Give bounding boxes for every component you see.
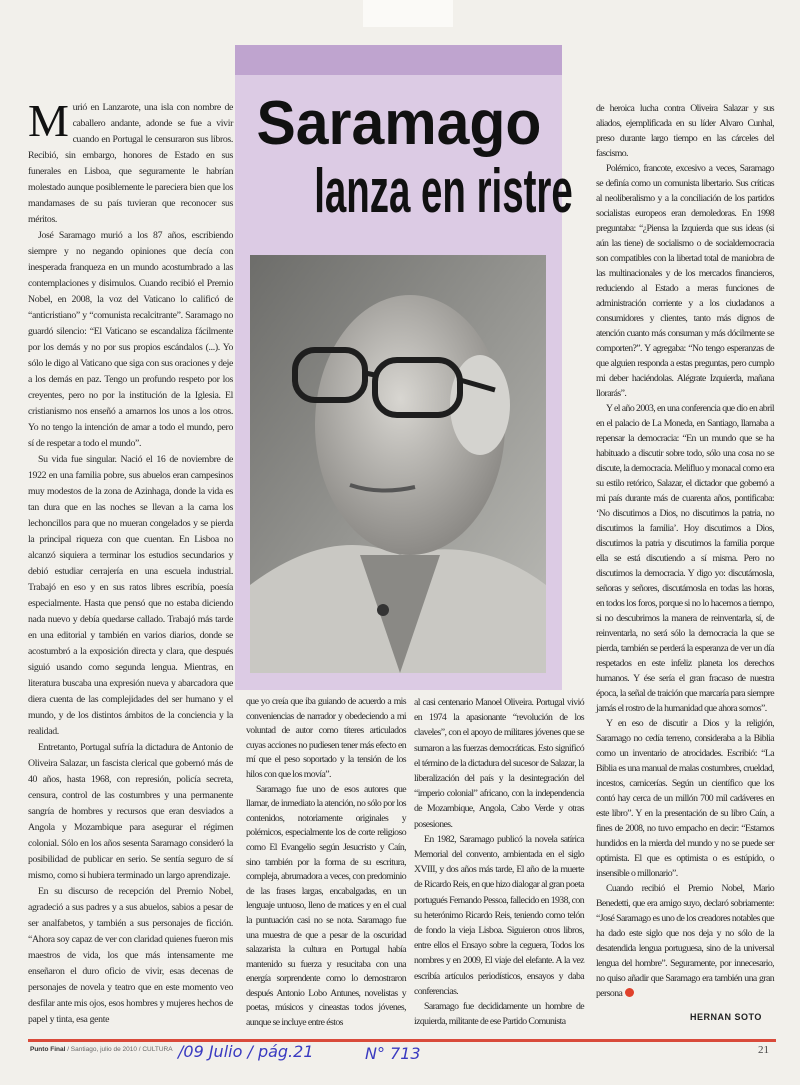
drop-cap: M — [28, 95, 69, 146]
paragraph: Su vida fue singular. Nació el 16 de noviembre de 1922 en una familia pobre, sus abuelos eran campesinos muy modestos de la zona de Azinhaga, donde la vida es tan dura que en las noches se llevan a la cama los lechoncillos para que no mueran congelados y se pierda la principal riqueza con que cuentan. En Lisboa no alcanzó siquiera a terminar los estudios secundarios y debió estudiar cerrajería en una escuela industrial. Trabajó en eso y en sus ratos libres escribía, poesía especialmente. Hasta que pensó que no estaba diciendo nada nuevo y debía quedarse callado. Trabajó más tarde en una editorial y también en varios diarios, donde se acostumbró a la exposición directa y clara, que después siguió usando como segunda lengua. Mientras, en literatura buscaba una expresión nueva y abarcadora que diera cuenta de las complejidades del ser humano y el mundo, y de los distintos ámbitos de la conciencia y la realidad. — [28, 454, 233, 737]
article-column-right — [596, 101, 774, 1001]
headline-panel-band — [235, 45, 562, 75]
portrait-photo — [250, 255, 546, 673]
paragraph: que yo creía que iba guiando de acuerdo a mis conveniencias de narrador y obedeciendo a mi voluntad de autor como títeres articulados cuyas acciones no pudiesen tener más efecto en mí que el peso soportado y la tensión de los hilos con que los movía”. — [246, 696, 406, 780]
article-column-center-1 — [246, 695, 406, 1031]
paragraph: José Saramago murió a los 87 años, escribiendo siempre y no negando opiniones que decía con inesperada franqueza en un mundo acostumbrado a las contemplaciones y disimulos. Cuando recibió el Premio Nobel, en 2008, la voz del Vaticano lo calificó de “anticristiano” y “comunista recalcitrante”. Saramago no guardó silencio: “El Vaticano se escandaliza fácilmente por los demás y no por sus propios escándalos (...). Yo sólo le digo al Vaticano que siga con sus oraciones y deje a los demás en paz. Tengo un profundo respeto por los creyentes, pero no por la institución de la Iglesia. El cristianismo nos enseñó a amarnos los unos a los otros. Yo no tengo la intención de amar a todo el mundo, pero sí de respetar a todo el mundo”. — [28, 230, 233, 449]
publication-details: / Santiago, julio de 2010 / CULTURA — [65, 1046, 173, 1053]
headline-line-2: lanza en ristre — [314, 157, 573, 226]
handwritten-date: /09 Julio / pág.21 — [178, 1042, 314, 1061]
publication-name: Punto Final — [30, 1046, 66, 1053]
paragraph: Saramago fue uno de esos autores que llamar, de inmediato la atención, no sólo por los contenidos, notoriamente originales y polémicos, especialmente los de corte religioso como El Evangelio según Jesucristo y Caín, sino también por la forma de su escritura, compleja, abrumadora a veces, con predominio de las frases largas, encabalgadas, en un lenguaje untuoso, lleno de matices y en el cual la puntuación casi no se nota. Saramago fue una muestra de que a pesar de la oscuridad salazarista la cultura en Portugal había mantenido su fuerza y resucitaba con una energía sorprendente como lo demostraron después Antonio Lobo Antunes, novelistas y poetas, músicos y cineastas todos jóvenes, aunque se incluye entre éstos — [246, 783, 406, 1029]
footer-rule — [28, 1039, 776, 1042]
footer-publication-line — [30, 1046, 173, 1053]
paragraph: al casi centenario Manoel Oliveira. Portugal vivió en 1974 la apasionante “revolución de los claveles”, con el apoyo de militares jóvenes que se sumaron a las fuerzas democráticas. Esto significó el término de la dictadura del sucesor de Salazar, la liberalización del país y la desintegración del “imperio colonial” africano, con la independencia de Mozambique, Angola, Cabo Verde y otras posesiones. — [414, 697, 584, 830]
paragraph: Y el año 2003, en una conferencia que dio en abril en el palacio de La Moneda, en Santiago, llamaba a repensar la democracia: “En un mundo que se ha habituado a discutir sobre todo, sólo una cosa no se discute, la democracia. Melifluo y monacal como era su estilo retórico, Salazar, el dictador que gobernó a mi país durante más de cuarenta años, pontificaba: ‘No discutimos a Dios, no discutimos la patria, no discutimos la familia’. Hoy discutimos a Dios, discutimos la patria y discutimos la familia porque ella se está discutiendo a sí misma. Pero no discutimos la democracia. Y digo yo: discutámosla, señoras y señores, discutámosla en todas las horas, en todos los foros, porque si no lo hacemos a tiempo, si no descubrimos la manera de reinventarla, sí, de reinventarla, no será sólo la democracia la que se pierda, también se perderá la esperanza de ver un día respetados en este infeliz planeta los derechos humanos. Y ése sería el gran fracaso de nuestra época, la señal de traición que marcaría para siempre jamás el rostro de la humanidad que ahora somos”. — [596, 403, 774, 714]
paragraph: Saramago fue decididamente un hombre de izquierda, militante de ese Partido Comunista — [414, 1001, 584, 1028]
byline: HERNAN SOTO — [690, 1012, 762, 1022]
headline — [235, 89, 573, 226]
handwritten-number: N° 713 — [365, 1044, 421, 1063]
paragraph: de heroica lucha contra Oliveira Salazar y sus aliados, ejemplificada en su líder Alvaro Cunhal, preso durante largo tiempo en las cárceles del fascismo. — [596, 103, 774, 159]
headline-line-1: Saramago — [256, 89, 541, 158]
paragraph: En 1982, Saramago publicó la novela satírica Memorial del convento, ambientada en el siglo XVIII, y dos años más tarde, El año de la muerte de Ricardo Reis, en que hizo dialogar al gran poeta portugués Fernando Pessoa, fallecido en 1938, con su heterónimo Ricardo Reis, teniendo como telón de fondo la vieja Lisboa. Siguieron otros libros, entre ellos el Ensayo sobre la ceguera, Todos los nombres y en 2009, El viaje del elefante. A la vez escribía artículos periodísticos, ensayos y daba conferencias. — [414, 833, 584, 997]
page-number: 21 — [758, 1044, 769, 1056]
paragraph: Polémico, francote, excesivo a veces, Saramago se definía como un comunista libertario. Sus críticas al neoliberalismo y a la conciliación de los partidos socialistas europeos eran demoledoras. En 1998 preguntaba: “¿Piensa la Izquierda que sus ideas (si aún las tiene) de socialismo o de socialdemocracia son compatibles con la libertad total de maniobra de las multinacionales y de los mercados financieros, reduciendo al Estado a meras funciones de administración corriente y a los ciudadanos a consumidores y clientes, tanto más dignos de atención cuanto más consuman y más dócilmente se comporten?”. Y agregaba: “No tengo esperanzas de que alguien responda a estas preguntas, pero cumplo mi deber haciéndolas. Alégrate Izquierda, mañana llorarás”. — [596, 163, 774, 399]
blank-tab — [363, 0, 453, 27]
paragraph — [596, 881, 774, 1001]
paragraph: Entretanto, Portugal sufría la dictadura de Antonio de Oliveira Salazar, un fascista clerical que gobernó más de 40 años, hasta 1968, con represión, policía secreta, censura, control de las costumbres y una permanente sangría de hombres y recursos que eran desviados a Angola y Mozambique para asegurar el régimen colonial. Sólo en los años sesenta Saramago consideró la posibilidad de publicar en serio. Se sentía seguro de sí mismo, como si hubiera terminado un largo aprendizaje. — [28, 742, 233, 881]
portrait-image — [250, 255, 546, 673]
paragraph — [28, 95, 233, 228]
paragraph-text: Cuando recibió el Premio Nobel, Mario Benedetti, que era amigo suyo, declaró sobriamente: “José Saramago es uno de los creadores notables que ha dado este siglo que nos deja y no sólo de la desatendida lengua portuguesa, sino de la universal lengua del hombre”. Seguramente, por innecesario, no quiso añadir que Saramago era también una gran persona — [596, 883, 774, 999]
article-column-center-2 — [414, 695, 584, 1029]
paragraph: Y en eso de discutir a Dios y la religión, Saramago no cedía terreno, consideraba a la Biblia como un inventario de atrocidades. Escribió: “La Biblia es una manual de malas costumbres, crueldad, incestos, carnicerías. Según un científico que los contó hay cerca de un millón 700 mil cadáveres en este libro”. Y en la presentación de su libro Caín, a fines de 2008, no tuvo empacho en decir: “Estamos hundidos en la mierda del mundo y no se puede ser optimista. El que es optimista o es estúpido, o insensible o millonario”. — [596, 718, 774, 879]
article-column-left — [28, 95, 233, 1028]
paragraph-text: urió en Lanzarote, una isla con nombre de caballero andante, adonde se fue a vivir cuando en Portugal le censuraron sus libros. Recibió, sin embargo, honores de Estado en sus funerales en Lisboa, que seguramente le habrían molestado aunque posiblemente le pareciera bien que los mandamases de su país tuvieran que reconocer sus méritos. — [28, 102, 233, 225]
paragraph: En su discurso de recepción del Premio Nobel, agradeció a sus padres y a sus abuelos, sabios a pesar de ser analfabetos, y también a sus personajes de ficción. “Ahora soy capaz de ver con claridad quienes fueron mis maestros de vida, los que más intensamente me enseñaron el duro oficio de vivir, esas decenas de personajes de novela y teatro que en este momento veo desfilar ante mis ojos, esos hombres y mujeres hechos de papel y tinta, esa gente — [28, 886, 233, 1025]
end-mark-icon — [625, 988, 634, 997]
